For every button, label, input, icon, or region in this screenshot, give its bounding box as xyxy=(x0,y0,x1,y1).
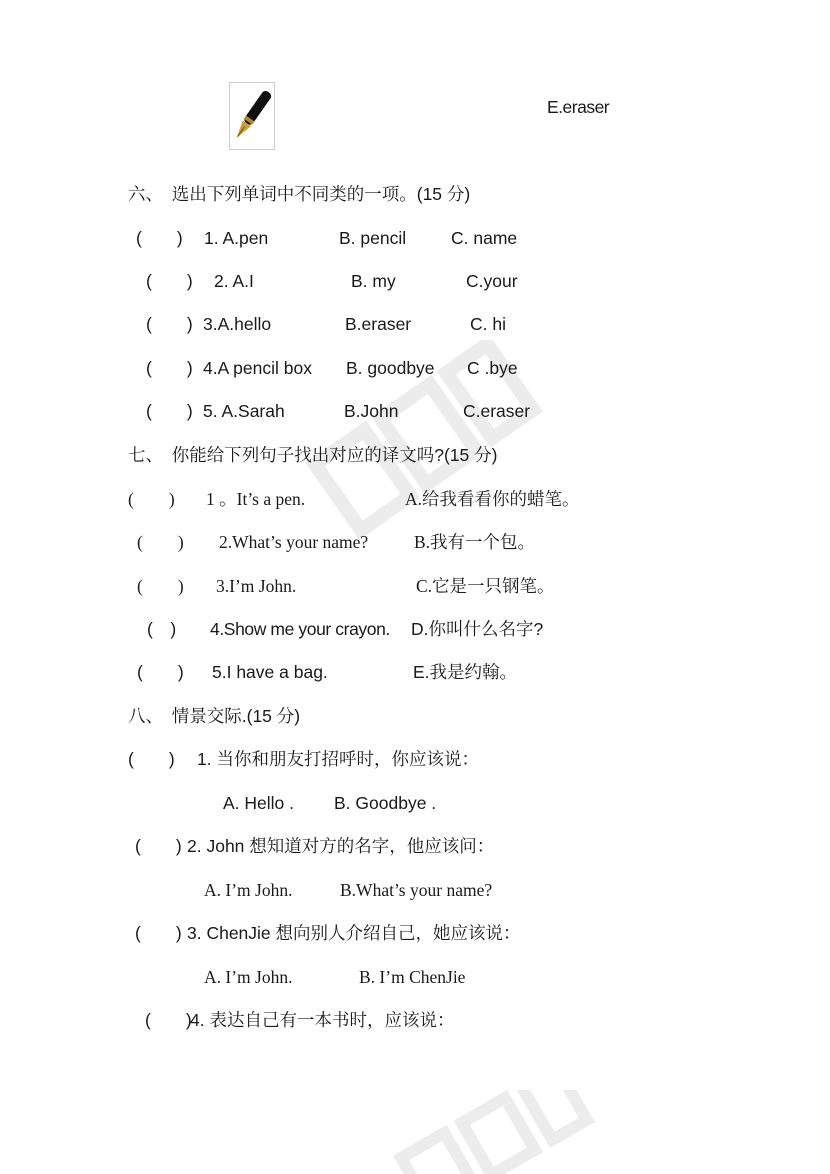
option-e-eraser: E.eraser xyxy=(547,97,610,117)
s8-q3-option-a: A. I’m John. xyxy=(204,967,293,987)
s6-q4-option-c: C .bye xyxy=(467,358,518,378)
s8-q2-option-b: B.What’s your name? xyxy=(340,880,493,900)
s6-q4-option-a: 4.A pencil box xyxy=(203,358,312,378)
s8-q1-option-b: B. Goodbye . xyxy=(334,793,437,813)
s7-q4-sentence: 4.Show me your crayon. xyxy=(210,619,390,639)
s6-q1-bracket: ( ) xyxy=(136,228,183,248)
section-6-heading: 六、 选出下列单词中不同类的一项。(15 分) xyxy=(128,184,471,204)
s7-q1-translation: A.给我看看你的蜡笔。 xyxy=(405,489,580,509)
s7-q3-sentence: 3.I’m John. xyxy=(216,576,297,596)
s6-q3-bracket: ( ) xyxy=(146,314,193,334)
pen-picture xyxy=(229,82,275,150)
watermark-logo-bottom xyxy=(380,1090,600,1174)
s6-q5-option-c: C.eraser xyxy=(463,401,531,421)
s6-q4-option-b: B. goodbye xyxy=(346,358,435,378)
s8-q4-question: 4. 表达自己有一本书时，应该说： xyxy=(190,1010,455,1030)
s6-q1-option-b: B. pencil xyxy=(339,228,407,248)
s6-q5-option-a: 5. A.Sarah xyxy=(203,401,285,421)
s6-q1-option-c: C. name xyxy=(451,228,518,248)
s7-q2-bracket: ( ) xyxy=(137,532,184,552)
s7-q1-sentence: 1 。It’s a pen. xyxy=(206,489,306,509)
s7-q2-translation: B.我有一个包。 xyxy=(414,532,536,552)
s7-q5-bracket: ( ) xyxy=(137,662,184,682)
s6-q2-option-b: B. my xyxy=(351,271,396,291)
s8-q4-bracket: ( ) xyxy=(145,1010,192,1030)
s7-q5-sentence: 5.I have a bag. xyxy=(212,662,328,682)
s7-q4-bracket: ( ) xyxy=(147,619,177,639)
s8-q1-option-a: A. Hello . xyxy=(223,793,294,813)
s6-q2-bracket: ( ) xyxy=(146,271,193,291)
section-8-heading: 八、 情景交际.(15 分) xyxy=(128,706,301,726)
s6-q3-option-b: B.eraser xyxy=(345,314,412,334)
s6-q3-option-c: C. hi xyxy=(470,314,506,334)
s7-q2-sentence: 2.What’s your name? xyxy=(219,532,369,552)
s6-q3-option-a: 3.A.hello xyxy=(203,314,272,334)
s8-q1-question: 1. 当你和朋友打招呼时，你应该说： xyxy=(197,749,479,769)
s8-q3-question: 3. ChenJie 想向别人介绍自己，她应该说： xyxy=(187,923,521,943)
s8-q2-bracket: ( ) xyxy=(135,836,182,856)
s6-q4-bracket: ( ) xyxy=(146,358,193,378)
s7-q3-bracket: ( ) xyxy=(137,576,184,596)
fountain-pen-icon xyxy=(230,83,274,149)
s8-q3-option-b: B. I’m ChenJie xyxy=(359,967,466,987)
s6-q1-option-a: 1. A.pen xyxy=(204,228,269,248)
s8-q1-bracket: ( ) xyxy=(128,749,175,769)
s6-q5-bracket: ( ) xyxy=(146,401,193,421)
s7-q3-translation: C.它是一只钢笔。 xyxy=(416,576,555,596)
s7-q1-bracket: ( ) xyxy=(128,489,175,509)
s8-q3-bracket: ( ) xyxy=(135,923,182,943)
s8-q2-question: 2. John 想知道对方的名字，他应该问： xyxy=(187,836,495,856)
section-7-heading: 七、 你能给下列句子找出对应的译文吗?(15 分) xyxy=(128,445,498,465)
s7-q5-translation: E.我是约翰。 xyxy=(413,662,518,682)
s7-q4-translation: D.你叫什么名字? xyxy=(411,619,544,639)
s8-q2-option-a: A. I’m John. xyxy=(204,880,293,900)
s6-q2-option-a: 2. A.I xyxy=(214,271,254,291)
s6-q2-option-c: C.your xyxy=(466,271,518,291)
s6-q5-option-b: B.John xyxy=(344,401,399,421)
